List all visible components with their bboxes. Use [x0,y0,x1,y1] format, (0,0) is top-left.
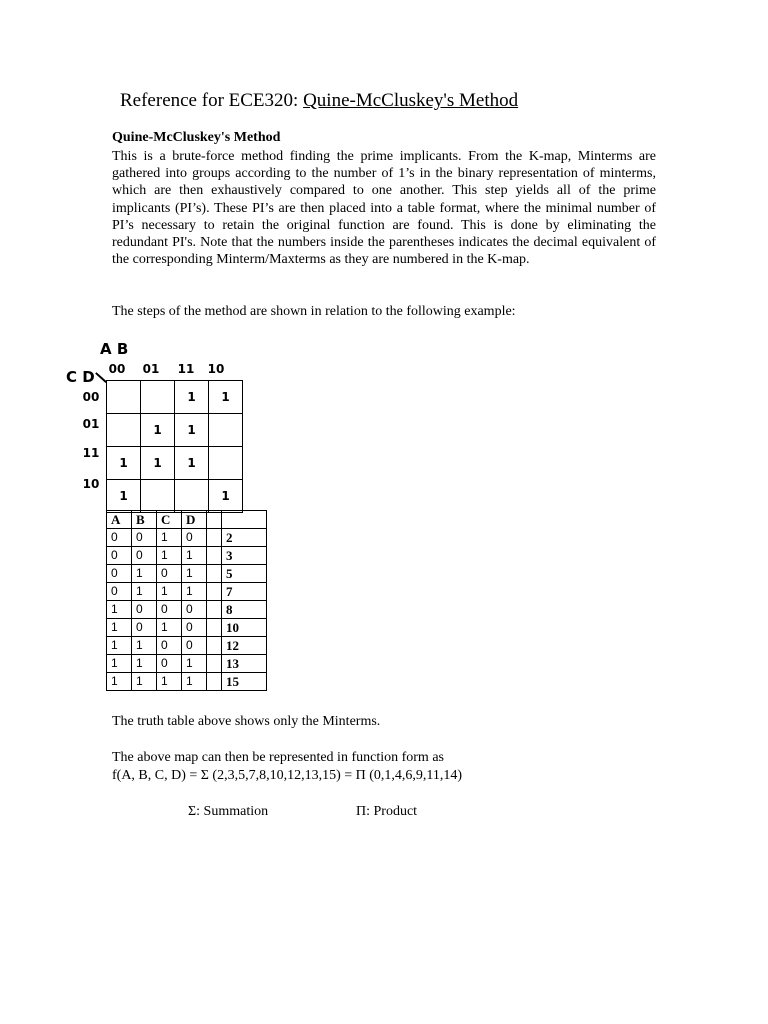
kmap-row [107,447,243,480]
table-cell: 0 [157,655,182,673]
table-cell [207,637,222,655]
column-header: B [132,511,157,529]
table-cell: 0 [132,529,157,547]
table-cell: 0 [107,565,132,583]
table-cell: 1 [182,655,207,673]
table-cell [207,565,222,583]
kmap-row-header: 11 [82,446,100,460]
table-cell: 1 [107,673,132,691]
kmap-row [107,381,243,414]
kmap-row-header: 10 [82,477,100,491]
table-row [107,619,267,637]
kmap-row-header: 00 [82,390,100,404]
table-cell: 0 [182,529,207,547]
table-cell: 1 [182,673,207,691]
kmap-cell [141,381,175,414]
kmap-cell: 1 [209,381,243,414]
minterm-number: 8 [222,601,267,619]
section-heading: Quine-McCluskey's Method [112,130,281,145]
table-cell: 0 [132,547,157,565]
column-header [207,511,222,529]
minterm-number: 10 [222,619,267,637]
kmap-cell: 1 [141,414,175,447]
function-form-lead: The above map can then be represented in function form as [112,750,444,765]
minterm-number: 5 [222,565,267,583]
kmap-row-header: 01 [82,417,100,431]
table-cell [207,583,222,601]
table-cell: 0 [157,565,182,583]
kmap-cell [209,414,243,447]
kmap-cell: 1 [209,480,243,513]
minterm-number: 7 [222,583,267,601]
kmap-cell [209,447,243,480]
table-cell: 1 [107,655,132,673]
table-cell: 1 [107,601,132,619]
table-cell: 0 [132,619,157,637]
table-cell: 0 [157,601,182,619]
table-cell: 0 [182,601,207,619]
title-underlined: Quine-McCluskey's Method [303,90,519,111]
table-row [107,673,267,691]
table-cell: 1 [157,583,182,601]
function-formula: f(A, B, C, D) = Σ (2,3,5,7,8,10,12,13,15) = Π (0,1,4,6,9,11,14) [112,768,463,783]
truth-table [106,510,267,691]
table-cell: 1 [107,619,132,637]
minterm-number: 13 [222,655,267,673]
table-cell: 0 [107,583,132,601]
example-intro: The steps of the method are shown in relation to the following example: [112,304,516,319]
column-header: A [107,511,132,529]
table-cell: 1 [132,655,157,673]
table-cell: 1 [132,637,157,655]
kmap-cell: 1 [175,381,209,414]
table-cell: 1 [182,583,207,601]
table-cell: 1 [107,637,132,655]
table-row [107,655,267,673]
kmap-cell [175,480,209,513]
minterm-number: 15 [222,673,267,691]
table-cell: 0 [182,619,207,637]
table-cell [207,619,222,637]
column-header: C [157,511,182,529]
kmap-row [107,414,243,447]
minterm-number: 3 [222,547,267,565]
table-cell: 1 [157,547,182,565]
document-title [120,90,518,112]
table-cell: 1 [157,673,182,691]
table-cell [207,601,222,619]
kmap-grid [106,380,243,513]
table-cell: 0 [107,547,132,565]
table-cell: 1 [182,547,207,565]
table-row [107,547,267,565]
table-cell: 1 [157,619,182,637]
kmap-cell [107,381,141,414]
table-cell: 0 [132,601,157,619]
column-header [222,511,267,529]
table-cell: 1 [182,565,207,583]
table-cell: 1 [132,565,157,583]
kmap-cell: 1 [141,447,175,480]
table-cell [207,655,222,673]
title-prefix: Reference for ECE320: [120,90,304,111]
kmap-cell [141,480,175,513]
section-paragraph: This is a brute-force method finding the prime implicants. From the K-map, Minterms are gathered into groups according to the number of 1’s in the binary representation of minterms, which are then exhaustively compared to one another. This step yields all of the prime implicants (PI’s). These PI’s are then placed into a table format, where the minimal number of PI’s necessary to retain the original function are found. This is done by eliminating the redundant PI's. Note that the numbers inside the parentheses indicates the decimal equivalent of the corresponding Minterm/Maxterms as they are numbered in the K-map. [112,149,656,268]
kmap-col-header: 01 [142,362,160,376]
column-header: D [182,511,207,529]
kmap-row-variables: C D [66,368,95,386]
table-cell: 0 [107,529,132,547]
truth-table-header-row [107,511,267,529]
table-cell [207,529,222,547]
truth-table-note: The truth table above shows only the Minterms. [112,714,381,729]
table-row [107,637,267,655]
kmap-col-header: 00 [108,362,126,376]
table-row [107,601,267,619]
table-cell: 1 [157,529,182,547]
kmap-col-header: 10 [207,362,225,376]
kmap-cell: 1 [175,414,209,447]
kmap-cell [107,414,141,447]
kmap-cell: 1 [107,447,141,480]
kmap-column-variables: A B [100,340,129,358]
kmap-col-header: 11 [177,362,195,376]
minterm-number: 2 [222,529,267,547]
summation-legend: Σ: Summation [188,804,269,819]
table-row [107,565,267,583]
table-cell [207,673,222,691]
table-cell [207,547,222,565]
kmap-cell: 1 [107,480,141,513]
table-cell: 0 [157,637,182,655]
table-row [107,583,267,601]
product-legend: Π: Product [356,804,418,819]
kmap-row [107,480,243,513]
kmap-cell: 1 [175,447,209,480]
table-cell: 1 [132,673,157,691]
table-cell: 0 [182,637,207,655]
minterm-number: 12 [222,637,267,655]
table-row [107,529,267,547]
table-cell: 1 [132,583,157,601]
